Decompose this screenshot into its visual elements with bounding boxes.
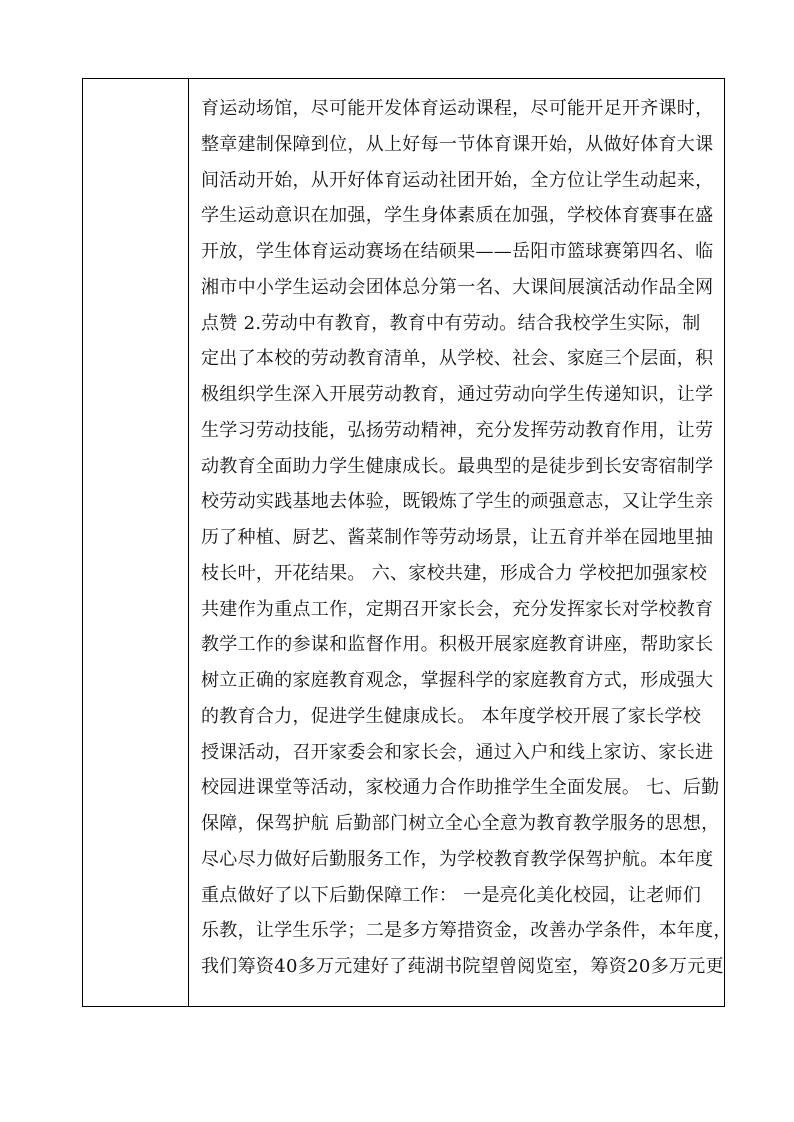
- text-line: 乐教，让学生乐学；二是多方筹措资金，改善办学条件，本年度，: [201, 920, 732, 942]
- text-line: 点赞 2.劳动中有教育，教育中有劳动。结合我校学生实际，制: [201, 312, 701, 334]
- text-line: 教学工作的参谋和监督作用。积极开展家庭教育讲座，帮助家长: [201, 634, 714, 656]
- text-line: 枝长叶，开花结果。 六、家校共建，形成合力 学校把加强家校: [201, 562, 708, 584]
- text-line: 校劳动实践基地去体验，既锻炼了学生的顽强意志，又让学生亲: [201, 491, 714, 513]
- text-line: 共建作为重点工作，定期召开家长会，充分发挥家长对学校教育: [201, 598, 714, 620]
- text-line: 生学习劳动技能，弘扬劳动精神，充分发挥劳动教育作用，让劳: [201, 419, 714, 441]
- text-line: 历了种植、厨艺、酱菜制作等劳动场景，让五育并举在园地里抽: [201, 527, 714, 548]
- text-line: 湘市中小学生运动会团体总分第一名、大课间展演活动作品全网: [201, 276, 714, 298]
- text-line: 开放，学生体育运动赛场在结硕果——岳阳市篮球赛第四名、临: [201, 241, 714, 262]
- text-line: 整章建制保障到位，从上好每一节体育课开始，从做好体育大课: [201, 133, 714, 155]
- document-table: [82, 78, 732, 1007]
- text-line: 重点做好了以下后勤保障工作： 一是亮化美化校园，让老师们: [201, 884, 702, 906]
- text-line: 的教育合力，促进学生健康成长。 本年度学校开展了家长学校: [201, 705, 702, 727]
- text-line: 授课活动，召开家委会和家长会，通过入户和线上家访、家长进: [201, 741, 714, 763]
- text-line: 育运动场馆，尽可能开发体育运动课程，尽可能开足开齐课时，: [201, 98, 714, 119]
- left-label-cell: [83, 79, 188, 1006]
- text-line: 间活动开始，从开好体育运动社团开始，全方位让学生动起来，: [201, 169, 714, 191]
- text-line: 尽心尽力做好后勤服务工作，为学校教育教学保驾护航。本年度: [201, 848, 714, 870]
- text-line: 定出了本校的劳动教育清单，从学校、社会、家庭三个层面，积: [201, 348, 714, 370]
- body-text: [201, 91, 732, 985]
- text-line: 保障，保驾护航 后勤部门树立全心全意为教育教学服务的思想，: [201, 813, 720, 834]
- text-line: 动教育全面助力学生健康成长。最典型的是徒步到长安寄宿制学: [201, 455, 714, 477]
- text-line: 学生运动意识在加强，学生身体素质在加强，学校体育赛事在盛: [201, 205, 714, 227]
- text-line: 我们筹资40多万元建好了莼湖书院望曾阅览室，筹资20多万元更: [201, 956, 724, 977]
- text-line: 极组织学生深入开展劳动教育，通过劳动向学生传递知识，让学: [201, 384, 714, 405]
- text-line: 树立正确的家庭教育观念，掌握科学的家庭教育方式，形成强大: [201, 670, 714, 691]
- content-cell: [189, 79, 732, 1006]
- text-line: 校园进课堂等活动，家校通力合作助推学生全面发展。 七、后勤: [201, 777, 720, 799]
